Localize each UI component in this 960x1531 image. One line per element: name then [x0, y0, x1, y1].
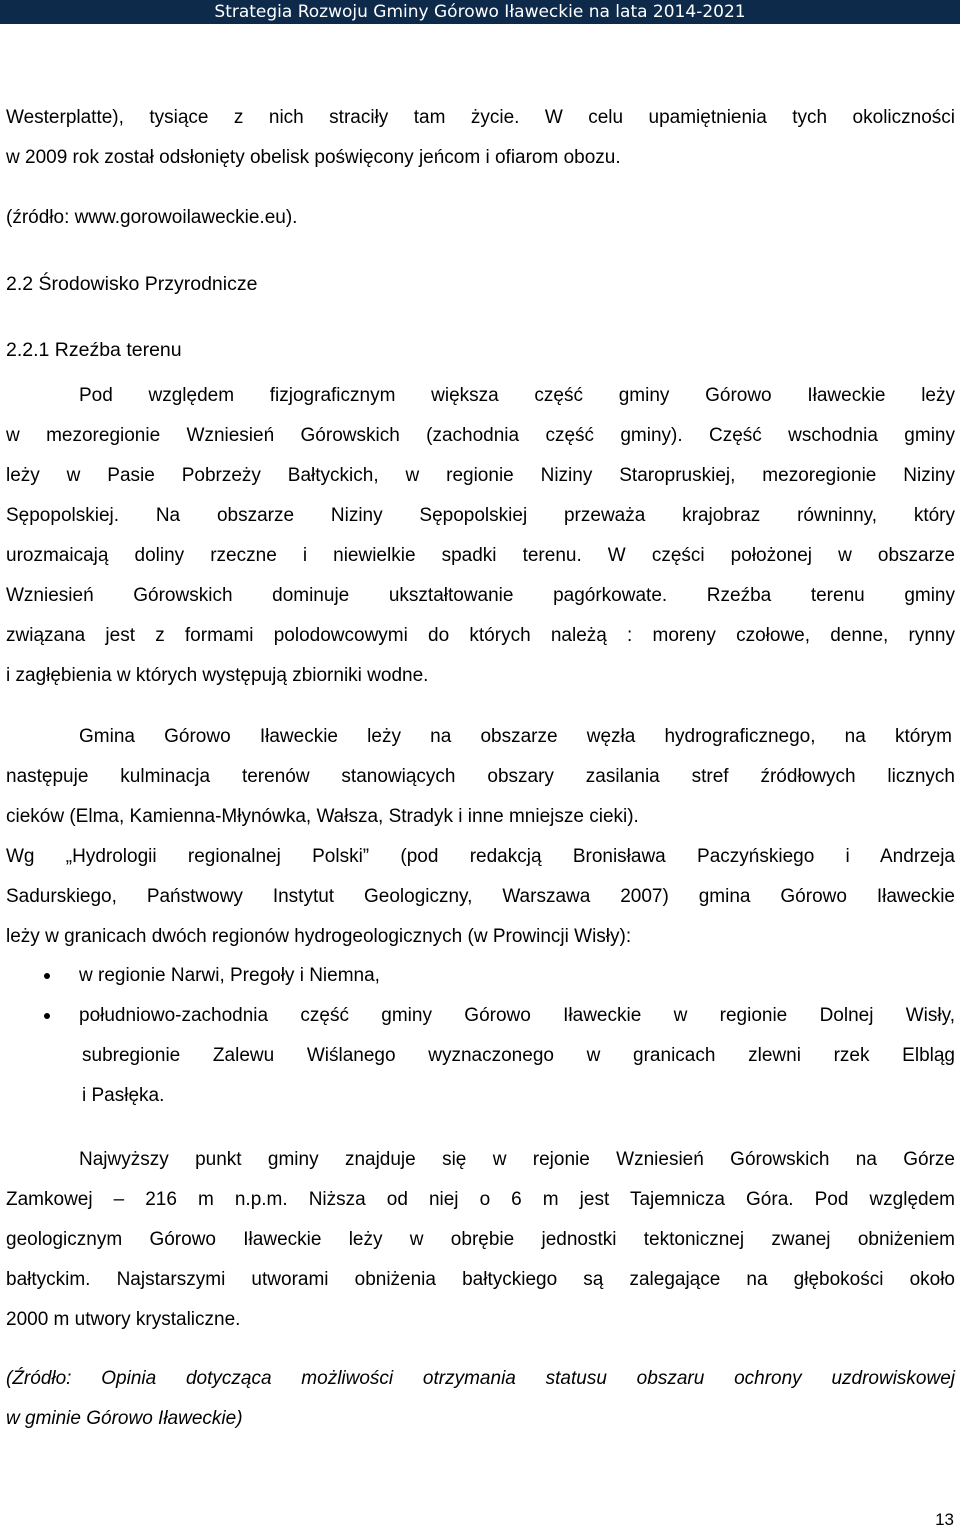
- page-number: 13: [935, 1510, 954, 1529]
- source-line: (Źródło: Opinia dotycząca możliwości otrzymania statusu obszaru ochrony uzdrowiskowej: [6, 1368, 955, 1389]
- text-line: Zamkowej – 216 m n.p.m. Niższa od niej o 6 m jest Tajemnicza Góra. Pod względem: [6, 1189, 955, 1210]
- text-line: geologicznym Górowo Iławeckie leży w obrębie jednostki tektonicznej zwanej obniżeniem: [6, 1229, 955, 1250]
- text-line: Wzniesień Górowskich dominuje ukształtowanie pagórkowate. Rzeźba terenu gminy: [6, 585, 955, 606]
- text-line: cieków (Elma, Kamienna-Młynówka, Wałsza, Stradyk i inne mniejsze cieki).: [6, 806, 639, 827]
- text-line: Gmina Górowo Iławeckie leży na obszarze węzła hydrograficznego, na którym: [79, 726, 952, 747]
- list-item-continuation: subregionie Zalewu Wiślanego wyznaczonego w granicach zlewni rzek Elbląg: [82, 1045, 955, 1066]
- text-line: leży w granicach dwóch regionów hydrogeologicznych (w Prowincji Wisły):: [6, 926, 632, 947]
- text-line: bałtyckim. Najstarszymi utworami obniżenia bałtyckiego są zalegające na głębokości około: [6, 1269, 955, 1290]
- section-heading: 2.2 Środowisko Przyrodnicze: [6, 273, 258, 295]
- text-line: urozmaicają doliny rzeczne i niewielkie spadki terenu. W części położonej w obszarze: [6, 545, 955, 566]
- text-line: Pod względem fizjograficznym większa część gminy Górowo Iławeckie leży: [79, 385, 955, 406]
- text-line: Sępopolskiej. Na obszarze Niziny Sępopolskiej przeważa krajobraz równinny, który: [6, 505, 955, 526]
- text-line: związana jest z formami polodowcowymi do których należą : moreny czołowe, denne, rynny: [6, 625, 955, 646]
- text-line: 2000 m utwory krystaliczne.: [6, 1309, 241, 1330]
- text-line: w mezoregionie Wzniesień Górowskich (zachodnia część gminy). Część wschodnia gminy: [6, 425, 955, 446]
- text-line: następuje kulminacja terenów stanowiących obszary zasilania stref źródłowych licznych: [6, 766, 955, 787]
- bullet-icon: [44, 1013, 50, 1019]
- text-line: Westerplatte), tysiące z nich straciły tam życie. W celu upamiętnienia tych okoliczności: [6, 107, 955, 128]
- header-title: Strategia Rozwoju Gminy Górowo Iławeckie na lata 2014-2021: [214, 2, 746, 22]
- list-item: południowo-zachodnia część gminy Górowo Iławeckie w regionie Dolnej Wisły,: [79, 1005, 955, 1026]
- source-line: w gminie Górowo Iławeckie): [6, 1408, 243, 1429]
- source-line: (źródło: www.gorowoilaweckie.eu).: [6, 207, 298, 228]
- list-item: w regionie Narwi, Pregoły i Niemna,: [79, 965, 380, 986]
- bullet-icon: [44, 973, 50, 979]
- text-line: i zagłębienia w których występują zbiorniki wodne.: [6, 665, 429, 686]
- text-line: leży w Pasie Pobrzeży Bałtyckich, w regionie Niziny Staropruskiej, mezoregionie Niziny: [6, 465, 955, 486]
- text-line: Wg „Hydrologii regionalnej Polski” (pod redakcją Bronisława Paczyńskiego i Andrzeja: [6, 846, 955, 867]
- subsection-heading: 2.2.1 Rzeźba terenu: [6, 339, 182, 361]
- page-header: [0, 0, 960, 24]
- list-item-continuation: i Pasłęka.: [82, 1085, 165, 1106]
- text-line: Najwyższy punkt gminy znajduje się w rejonie Wzniesień Górowskich na Górze: [79, 1149, 955, 1170]
- text-line: w 2009 rok został odsłonięty obelisk poświęcony jeńcom i ofiarom obozu.: [6, 147, 621, 168]
- text-line: Sadurskiego, Państwowy Instytut Geologiczny, Warszawa 2007) gmina Górowo Iławeckie: [6, 886, 955, 907]
